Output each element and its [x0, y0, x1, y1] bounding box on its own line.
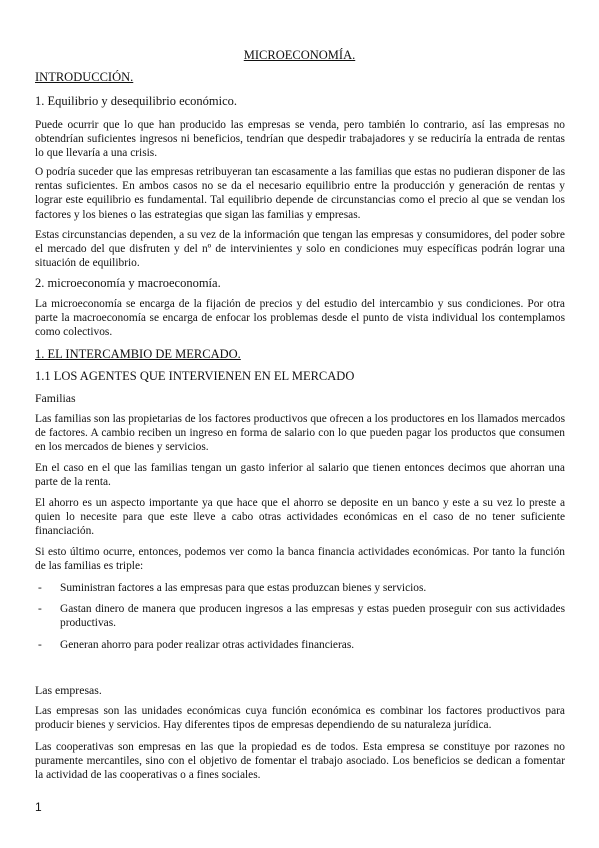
section-heading: 1. EL INTERCAMBIO DE MERCADO. [35, 347, 241, 361]
paragraph: Estas circunstancias dependen, a su vez de la información que tengan las empresas y consumidores, del poder sobre el mercado del que disfruten y del nº de intervinientes y solo en condiciones muy específicas podrán lograr una situación de equilibrio. [35, 229, 565, 270]
subsection-heading: 1.1 LOS AGENTES QUE INTERVIENEN EN EL MERCADO [35, 369, 355, 383]
list-item [38, 602, 565, 630]
list-item-text: Gastan dinero de manera que producen ingresos a las empresas y estas pueden proseguir con sus actividades productivas. [60, 603, 565, 630]
paragraph: En el caso en el que las familias tengan un gasto inferior al salario que tienen entonces decimos que ahorran una parte de la renta. [35, 462, 565, 489]
paragraph: La microeconomía se encarga de la fijación de precios y del estudio del intercambio y sus condiciones. Por otra parte la macroeconomía se encarga de enfocar los problemas desde el punto de vista individual los contemplamos como colectivos. [35, 298, 565, 339]
paragraph: Las cooperativas son empresas en las que la propiedad es de todos. Esta empresa se constituye por razones no puramente mercantiles, sino con el objetivo de fomentar el trabajo asociado. Los beneficios se dedican a fomentar la actividad de las cooperativas o a fines sociales. [35, 741, 565, 782]
intro-heading: INTRODUCCIÓN. [35, 70, 134, 84]
paragraph: Puede ocurrir que lo que han producido las empresas se venda, pero también lo contrario, así las empresas no obtendrían suficientes ingresos ni beneficios, tendrían que despedir trabajadores y se reduciría la entrada de rentas lo que llevaría a una crisis. [35, 119, 565, 160]
paragraph: El ahorro es un aspecto importante ya que hace que el ahorro se deposite en un banco y este a su vez lo preste a quien lo necesite para que este lleve a cabo otras actividades económicas en el caso de no tener suficiente financiación. [35, 497, 565, 538]
paragraph: Las familias son las propietarias de los factores productivos que ofrecen a los productores en los llamados mercados de factores. A cambio reciben un ingreso en forma de salario con lo que pueden pagar los productos que consumen en los mercados de bienes y servicios. [35, 413, 565, 454]
list-item [38, 581, 565, 595]
list-item-text: Suministran factores a las empresas para que estas produzcan bienes y servicios. [60, 582, 427, 594]
paragraph: Las empresas son las unidades económicas cuya función económica es combinar los factores productivos para producir bienes y servicios. Hay diferentes tipos de empresas dependiendo de su naturaleza jurídica. [35, 705, 565, 732]
empresas-heading: Las empresas. [35, 683, 102, 697]
page-number: 1 [35, 800, 42, 814]
bullet-marker: - [38, 639, 42, 651]
familias-heading: Familias [35, 391, 76, 405]
document-title: MICROECONOMÍA. [243, 48, 356, 62]
paragraph: Si esto último ocurre, entonces, podemos ver como la banca financia actividades económicas. Por tanto la función de las familias es triple: [35, 546, 565, 573]
bullet-marker: - [38, 582, 42, 594]
bullet-marker: - [38, 603, 42, 615]
paragraph: O podría suceder que las empresas retribuyeran tan escasamente a las familias que estas no pudieran disponer de las rentas suficientes. En ambos casos no se da el necesario equilibrio entre la producción y generación de rentas y lograr este equilibrio es fundamental. Tal equilibrio depende de circunstancias como el precio al que se vendan los factores y los bienes o las estrategias que sigan las familias y empresas. [35, 166, 565, 221]
list-item [38, 638, 565, 652]
subheading-equilibrio: 1. Equilibrio y desequilibrio económico. [35, 94, 238, 108]
list-item-text: Generan ahorro para poder realizar otras actividades financieras. [60, 639, 355, 651]
subheading-micro-macro: 2. microeconomía y macroeconomía. [35, 276, 221, 290]
